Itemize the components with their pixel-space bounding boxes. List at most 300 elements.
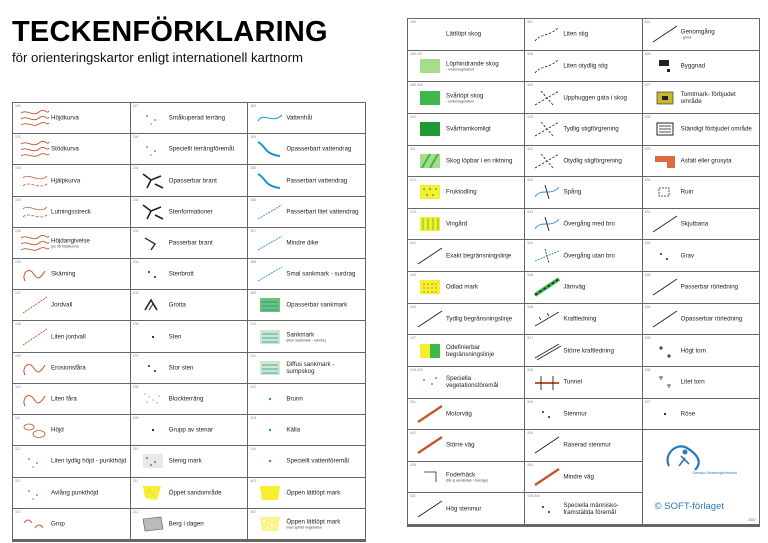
symbol-label-text: Grotta [168, 301, 186, 309]
symbol-label [51, 489, 128, 496]
grop-icon [19, 513, 51, 535]
legend-cell-kalla [248, 415, 366, 446]
symbol-label-text: Stödkurva [51, 145, 79, 153]
symbol-label [169, 458, 246, 465]
symbol-label-text: Liten fåra [51, 395, 77, 403]
symbol-label-text: Motorväg [446, 410, 472, 418]
storre-vag-icon [414, 434, 446, 456]
symbol-number: 102 [15, 135, 21, 140]
symbol-number: 510 [527, 114, 534, 119]
raserat-stangsel-icon [414, 526, 446, 527]
symbol-label [563, 379, 639, 386]
stenmur-icon [531, 403, 563, 425]
symbol-label [286, 427, 363, 434]
symbol-label [563, 62, 639, 69]
legend-cell-liten-otydlig-stig [525, 51, 642, 83]
symbol-number: 418-420 [410, 367, 423, 372]
symbol-label [446, 157, 522, 164]
symbol-number: 414 [410, 241, 416, 246]
symbol-label-text: Stenmur [563, 410, 587, 418]
legend-cell-speciellt-terrangforemal [131, 134, 249, 165]
legend-cell-berg-i-dagen [131, 509, 249, 540]
legend-cell-liten-tydlig-hojd-punkthojd [13, 446, 131, 477]
symbol-label-text: Ruin [680, 188, 694, 196]
symbol-number: 508 [527, 51, 534, 56]
symbol-label [169, 239, 246, 246]
legend-cell-stenbrott [131, 259, 249, 290]
hojdkurva-icon [19, 107, 51, 129]
speciellt-terrangforemal-icon [137, 138, 169, 160]
legend-cell-blockterrang [131, 384, 249, 415]
legend-cell-litet-torn [643, 367, 760, 399]
symbol-label-text [681, 526, 719, 527]
symbol-label-text: Byggnad [680, 62, 706, 70]
tydlig-begransningslinje-icon [414, 308, 446, 330]
symbol-label-text: Passerbart litet vattendrag [286, 208, 359, 216]
symbol-number: 503 [527, 462, 534, 467]
legend-cell-skog-lopbar-i-en-riktning [408, 146, 525, 178]
hog-stenmur-icon [414, 498, 446, 520]
symbol-label-text: Spång [563, 188, 582, 196]
legend-cell-oppen-lattlopt-mark [248, 509, 366, 540]
legend-cell-odefinierbar-begransningslinje [408, 335, 525, 367]
legend-cell-stenmur [525, 399, 642, 431]
symbol-label [563, 221, 639, 228]
grupp-av-stenar-icon [137, 419, 169, 441]
mindre-vag-icon [531, 466, 563, 488]
symbol-number: 526 [644, 51, 651, 56]
symbol-label-text: Grupp av stenar [168, 426, 214, 434]
symbol-label-text: Blockterräng [168, 395, 204, 403]
symbol-label [681, 221, 757, 228]
symbol-number: 521 [410, 494, 416, 499]
symbol-label [563, 284, 639, 291]
legend-cell-stodkurva [13, 134, 131, 165]
symbol-number: 304 [250, 135, 257, 140]
symbol-number: 533 [644, 273, 651, 277]
symbol-number: 401 [250, 478, 257, 483]
symbol-label-text: Sankmark [286, 330, 315, 338]
symbol-number: 529 [644, 146, 651, 151]
symbol-number: 203 [132, 228, 139, 233]
symbol-label [51, 520, 128, 527]
symbol-number: 210 [132, 447, 139, 452]
legend-cell-otydlig-stigforgrening [525, 146, 642, 178]
symbol-number: 411 [410, 146, 416, 151]
symbol-label-text: Ständigt förbjudet område [680, 125, 752, 133]
symbol-label-text: Vingård [446, 220, 468, 228]
symbol-label [446, 252, 522, 259]
odlad-mark-icon [414, 276, 446, 298]
symbol-label-text: Mindre väg [563, 473, 594, 481]
legend-cell-tomtmark-forbjudet-omrade [643, 82, 760, 114]
symbol-label-text: Odefinierbar begränsningslinje [446, 343, 495, 358]
symbol-number: 307 [250, 228, 257, 233]
symbol-label-text: Övergång utan bro [563, 252, 615, 260]
legend-cell-mindre-vag [525, 462, 642, 494]
symbol-label-text: Speciellt terrängföremål [168, 145, 234, 153]
liten-tydlig-hojd-punkthojd-icon [19, 450, 51, 472]
symbol-label [446, 189, 522, 196]
symbol-label-text: Liten otydlig stig [563, 62, 608, 70]
legend-cell-lattlopt-skog [408, 19, 525, 51]
oppen-lattlopt-mark-icon [254, 482, 286, 504]
legend-cell-smal-sankmark-surdrag [248, 259, 366, 290]
symbol-number: 402 [250, 509, 257, 514]
symbol-label-text: Höjd [51, 426, 64, 434]
year-text: 2007 [748, 518, 756, 522]
symbol-label [286, 177, 363, 184]
symbol-label-text: Genomgång [680, 28, 715, 36]
symbol-number: 520 [527, 431, 534, 436]
symbol-number: 113 [15, 478, 21, 483]
legend-cell-tunnel [525, 367, 642, 399]
symbol-number: 112 [15, 447, 21, 452]
legend-cell-jarnvag [525, 272, 642, 304]
symbol-label-text: Tydlig stigförgrening [563, 125, 619, 133]
symbol-number: 209 [132, 416, 139, 421]
symbol-number: 117 [132, 104, 139, 108]
legend-cell-overgang-med-bro [525, 209, 642, 241]
blockterrang-icon [137, 388, 169, 410]
symbol-number: 501 [410, 399, 416, 404]
skog-lopbar-i-en-riktning-icon [414, 150, 446, 172]
symbol-number: 535 [644, 336, 651, 341]
symbol-label-text [446, 526, 492, 527]
legend-grid-right [407, 18, 760, 527]
legend-cell-passerbar-brant [131, 228, 249, 259]
legend-cell-hogt-stangsel [643, 526, 760, 527]
symbol-label [681, 379, 757, 386]
symbol-number: 514 [527, 241, 534, 246]
legend-cell-oppen-lattlopt-mark [248, 478, 366, 509]
symbol-label-text: Vattenhål [286, 114, 313, 122]
standigt-forbjudet-omrade-icon [649, 118, 681, 140]
legend-cell-svarframkomligt [408, 114, 525, 146]
legend-cell-kraftledning [525, 304, 642, 336]
jordvall-icon [19, 294, 51, 316]
symbol-number: 110 [15, 384, 21, 389]
symbol-label-text: Upphuggen gata i skog [563, 94, 627, 102]
symbol-number: 314 [250, 447, 257, 452]
symbol-note: med spridd vegetation [286, 525, 322, 530]
symbol-label-text: Höjdkurva [51, 114, 79, 122]
symbol-label [51, 427, 128, 434]
symbol-number: 528 [644, 114, 651, 119]
legend-cell-stor-stig [525, 526, 642, 527]
gol-icon [137, 541, 169, 542]
legend-cell-opasserbar-rorledning [643, 304, 760, 336]
legend-cell-speciellt-vattenforemal [248, 446, 366, 477]
legend-cell-oppet-sandomrade [131, 478, 249, 509]
passerbart-litet-vattendrag-icon [254, 201, 286, 223]
legend-cell-stenig-mark [131, 446, 249, 477]
symbol-label-text: Skjutbana [680, 220, 709, 228]
passerbar-rorledning-icon [649, 276, 681, 298]
legend-cell-foderhack [408, 462, 525, 494]
symbol-label-text: Höjdangivelse [51, 237, 90, 245]
lophindrande-skog-icon [414, 55, 446, 77]
symbol-label [286, 239, 363, 246]
legend-cell-liten-gravd-grop [13, 541, 131, 542]
symbol-number: 539-540 [527, 494, 541, 499]
symbol-label [51, 333, 128, 340]
symbol-label-text: Hjälpkurva [51, 176, 81, 184]
legend-cell-hojdangivelse [13, 228, 131, 259]
legend-cell-standigt-forbjudet-omrade [643, 114, 760, 146]
left-sheet [8, 14, 366, 530]
symbol-number: 416 [410, 304, 416, 309]
symbol-label [681, 347, 757, 354]
symbol-label-text: Liten stig [563, 30, 589, 38]
grotta-icon [137, 294, 169, 316]
legend-cell-storre-vag [408, 430, 525, 462]
publisher-logo-cell [643, 430, 760, 525]
symbol-label [681, 126, 757, 133]
symbol-label-text: Speciella vegetationsföremål [446, 375, 499, 390]
symbol-label-text: Tomtmark- förbjudet område [680, 90, 736, 105]
symbol-number: 511 [527, 146, 533, 151]
legend-cell-passerbar-rorledning [643, 272, 760, 304]
legend-cell-motorvag [408, 399, 525, 431]
symbol-label [286, 146, 363, 153]
logo-text: Svenska Orienteringsförbundet [692, 471, 737, 476]
legend-cell-avlang-punkthojd [13, 478, 131, 509]
opasserbart-vattendrag-icon [254, 138, 286, 160]
symbol-number: 519 [527, 399, 534, 404]
hjalpkurva-icon [19, 170, 51, 192]
symbol-label [169, 177, 246, 184]
symbol-label [681, 29, 757, 41]
legend-cell-grav [643, 240, 760, 272]
symbol-label [169, 520, 246, 527]
brunn-icon [254, 388, 286, 410]
symbol-number: 513 [527, 209, 534, 214]
symbol-label [563, 526, 639, 527]
symbol-label [169, 208, 246, 215]
legend-cell-opasserbar-sankmark [248, 290, 366, 321]
legend-cell-odlad-mark [408, 272, 525, 304]
symbol-label [446, 221, 522, 228]
asfalt-eller-grusyta-icon [649, 150, 681, 172]
symbol-number: 308 [250, 260, 257, 265]
legend-cell-opasserbar-brant [131, 165, 249, 196]
legend-cell-passerbart-vattendrag [248, 165, 366, 196]
symbol-label-text: Jordvall [51, 301, 73, 309]
symbol-number: 207 [132, 353, 139, 358]
symbol-label-text: Fruktodling [446, 188, 477, 196]
oppen-mark-icon [254, 541, 286, 542]
stor-stig-icon [531, 526, 563, 527]
symbol-number: 537 [644, 399, 651, 404]
legend-cell-grupp-av-stenar [131, 415, 249, 446]
symbol-label-text: Skog löpbar i en riktning [446, 157, 513, 165]
legend-cell-sankmark [248, 321, 366, 352]
symbol-number: 518 [527, 367, 534, 372]
symbol-label [169, 146, 246, 153]
symbol-label [286, 361, 363, 375]
smal-sankmark-surdrag-icon [254, 263, 286, 285]
legend-cell-hogt-torn [643, 335, 760, 367]
legend-cell-lophindrande-skog [408, 51, 525, 83]
symbol-number: 405 [410, 20, 416, 24]
symbol-label-text: Svårframkomligt [446, 125, 491, 133]
fruktodling-icon [414, 181, 446, 203]
svarframkomligt-icon [414, 118, 446, 140]
legend-cell-svarlopt-skog [408, 82, 525, 114]
legend-cell-raserad-stenmur [525, 430, 642, 462]
symbol-label-text: Järnväg [563, 283, 586, 291]
symbol-label-text: Opasserbar rörledning [680, 315, 743, 323]
symbol-label-text: Större väg [446, 441, 475, 449]
symbol-number: 502 [410, 431, 416, 436]
legend-cell-oppen-mark [248, 541, 366, 542]
symbol-label [286, 115, 363, 122]
symbol-label [446, 315, 522, 322]
legend-cell-erosionsfara [13, 353, 131, 384]
symbol-label-text: Grop [51, 520, 65, 528]
vattenhal-icon [254, 107, 286, 129]
liten-otydlig-stig-icon [531, 55, 563, 77]
symbol-label-text: Skärning [51, 270, 76, 278]
symbol-number: 516 [527, 304, 534, 309]
symbol-label [286, 458, 363, 465]
symbol-label [446, 343, 522, 357]
symbol-label-text: Asfalt eller grusyta [680, 157, 732, 165]
symbol-number: 108 [15, 322, 21, 327]
legend-cell-hog-stenmur [408, 493, 525, 525]
symbol-label-text: Öppen lättlöpt mark [286, 489, 341, 497]
symbol-number: 515 [527, 273, 534, 277]
symbol-label [51, 177, 128, 184]
legend-cell-hojdkurva [13, 103, 131, 134]
page-title: TECKENFÖRKLARING [12, 16, 328, 48]
symbol-label [169, 395, 246, 402]
sankmark-icon [254, 326, 286, 348]
symbol-number: 408-409 [410, 83, 423, 88]
otydlig-stigforgrening-icon [531, 150, 563, 172]
symbol-number: 312 [250, 384, 257, 389]
symbol-label-text: Opasserbar sankmark [286, 301, 348, 309]
symbol-label [681, 252, 757, 259]
legend-cell-rose [643, 399, 760, 431]
symbol-note: (liten sankmark - mindre) [286, 337, 327, 342]
legend-cell-stenformationer [131, 197, 249, 228]
legend-cell-tydlig-begransningslinje [408, 304, 525, 336]
symbol-label-text: Tunnel [563, 378, 583, 386]
symbol-label-text: Passerbar rörledning [680, 283, 739, 291]
symbol-label-text: Berg i dagen [168, 520, 204, 528]
symbol-label-text: Tydlig begränsningslinje [446, 315, 513, 323]
right-sheet [403, 16, 760, 527]
kalla-icon [254, 419, 286, 441]
symbol-number: 106 [15, 260, 21, 265]
symbol-number: 412 [410, 178, 416, 183]
symbol-number: 415 [410, 273, 416, 277]
symbol-label-text: Småkuperad terräng [168, 114, 226, 122]
ruin-icon [649, 181, 681, 203]
symbol-label [51, 458, 128, 465]
symbol-label [286, 208, 363, 215]
tydlig-stigforgrening-icon [531, 118, 563, 140]
symbol-label [286, 489, 363, 496]
hojd-icon [19, 419, 51, 441]
symbol-number: 109 [15, 353, 21, 358]
symbol-label-text: Röse [680, 410, 696, 418]
legend-cell-byggnad [643, 51, 760, 83]
symbol-note: - undervegetation [446, 67, 474, 72]
legend-cell-vattenhal [248, 103, 366, 134]
legend-cell-asfalt-eller-grusyta [643, 146, 760, 178]
symbol-label [563, 94, 639, 101]
legend-cell-upphuggen-gata-i-skog [525, 82, 642, 114]
liten-gravd-grop-icon [19, 541, 51, 542]
legend-cell-liten-jordvall [13, 321, 131, 352]
symbol-label-text: Övergång med bro [563, 220, 615, 228]
symbol-number: 536 [644, 367, 651, 372]
lutningsstreck-icon [19, 201, 51, 223]
symbol-label [563, 189, 639, 196]
stodkurva-icon [19, 138, 51, 160]
symbol-note: - grind [680, 35, 691, 40]
symbol-label [286, 541, 363, 542]
legend-cell-spang [525, 177, 642, 209]
symbol-label [169, 541, 246, 542]
symbol-label [681, 410, 757, 417]
symbol-label-text: Lutningsstreck [51, 208, 91, 216]
symbol-number: 204 [132, 260, 139, 265]
symbol-label [169, 427, 246, 434]
symbol-number: 105 [15, 228, 21, 233]
symbol-label-text: Passerbar brant [168, 239, 213, 247]
symbol-label [169, 364, 246, 371]
legend-cell-jordvall [13, 290, 131, 321]
symbol-number: 107 [15, 291, 21, 296]
symbol-number: 311 [250, 353, 256, 358]
byggnad-icon [649, 55, 681, 77]
symbol-number: 206 [132, 322, 139, 327]
symbol-label-text: Större kraftledning [563, 347, 614, 355]
rose-icon [649, 403, 681, 425]
legend-cell-opasserbart-vattendrag [248, 134, 366, 165]
symbol-label [446, 526, 522, 527]
symbol-label [563, 442, 639, 449]
symbol-number: 517 [527, 336, 534, 341]
legend-cell-stor-sten [131, 353, 249, 384]
symbol-label-text: Hög stenmur [446, 505, 482, 513]
symbol-label [681, 157, 757, 164]
symbol-label-text: Odlad mark [446, 283, 478, 291]
exakt-begransningslinje-icon [414, 245, 446, 267]
symbol-label-text [51, 541, 96, 542]
symbol-label-text: Litet torn [680, 378, 705, 386]
symbol-note: (får ej användas i Sverige) [446, 478, 488, 483]
symbol-label-text: Källa [286, 426, 301, 434]
symbol-label-text: Stenbrott [168, 270, 194, 278]
legend-cell-raserat-stangsel [408, 526, 525, 527]
symbol-label [563, 502, 639, 516]
symbol-number: 413 [410, 209, 416, 214]
symbol-label-text: Stenig mark [168, 457, 202, 465]
legend-cell-grotta [131, 290, 249, 321]
symbol-label-text [286, 541, 320, 542]
symbol-label [286, 302, 363, 309]
symbol-label-text: Liten tydlig höjd - punkthöjd [51, 457, 127, 465]
legend-cell-sten [131, 321, 249, 352]
symbol-label-text: Erosionsfåra [51, 364, 86, 372]
page-subtitle: för orienteringskartor enligt internationell kartnorm [12, 50, 303, 65]
symbol-label [563, 474, 639, 481]
